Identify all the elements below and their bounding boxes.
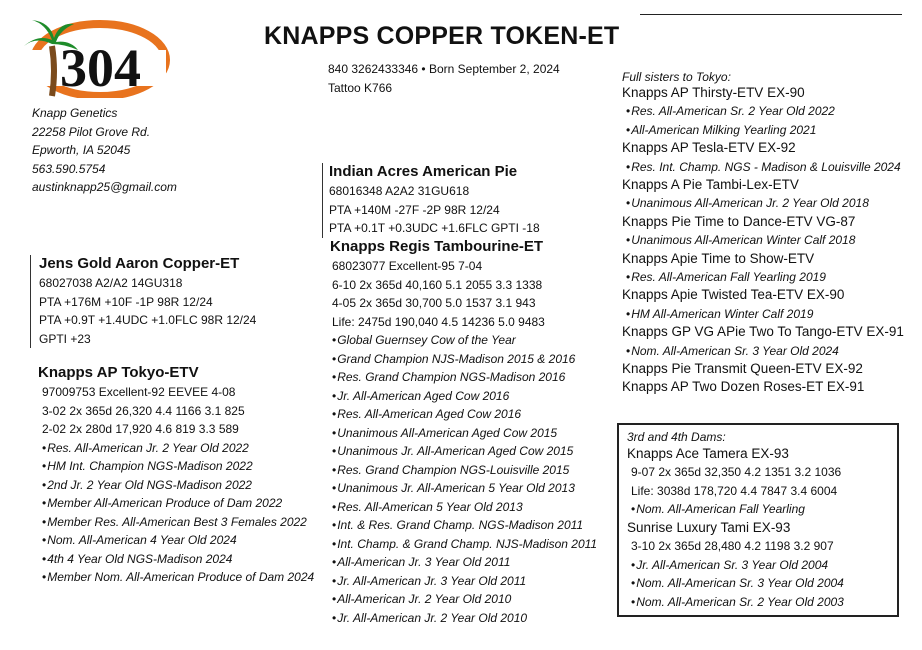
sire-block xyxy=(30,255,256,348)
maternal-grandsire-name: Indian Acres American Pie xyxy=(329,163,518,180)
sister-name: Knapps Apie Time to Show-ETV xyxy=(622,250,815,266)
sister-name: Knapps Pie Time to Dance-ETV VG-87 xyxy=(622,213,856,229)
dam-line: 3-02 2x 365d 26,320 4.4 1166 3.1 825 xyxy=(42,403,245,418)
granddam-award: • Res. All-American 5 Year Old 2013 xyxy=(332,498,597,517)
logo-number: 304 xyxy=(60,38,141,98)
dam-award: • 2nd Jr. 2 Year Old NGS-Madison 2022 xyxy=(42,476,314,495)
sire-line: PTA +176M +10F -1P 98R 12/24 xyxy=(39,294,213,309)
contact-company: Knapp Genetics xyxy=(32,106,118,120)
dam-award: • Member Res. All-American Best 3 Females 2022 xyxy=(42,513,314,532)
dam-award: • HM Int. Champion NGS-Madison 2022 xyxy=(42,457,314,476)
dam-line: 2-02 2x 280d 17,920 4.6 819 3.3 589 xyxy=(42,422,239,436)
sister-award: • Unanimous All-American Jr. 2 Year Old 2018 xyxy=(622,194,904,213)
tattoo-line: Tattoo K766 xyxy=(328,81,393,95)
sister-award: • HM All-American Winter Calf 2019 xyxy=(622,305,904,324)
contact-block xyxy=(32,104,177,197)
page-title: KNAPPS COPPER TOKEN-ET xyxy=(264,22,620,50)
dam-name: Knapps AP Tokyo-ETV xyxy=(38,364,199,381)
third-fourth-dams-box xyxy=(617,423,899,617)
contact-street: 22258 Pilot Grove Rd. xyxy=(32,124,151,139)
granddam-award: • Jr. All-American Aged Cow 2016 xyxy=(332,387,597,406)
granddam-award: • Int. Champ. & Grand Champ. NJS-Madison 2011 xyxy=(332,535,597,554)
maternal-grandsire-line: PTA +0.1T +0.3UDC +1.6FLC GPTI -18 xyxy=(329,221,540,235)
sister-award: • Nom. All-American Sr. 3 Year Old 2024 xyxy=(622,342,904,361)
granddam-block xyxy=(330,238,597,627)
third-dam-award: • Nom. All-American Fall Yearling xyxy=(631,500,897,519)
sister-award: • All-American Milking Yearling 2021 xyxy=(622,121,904,140)
granddam-line: 6-10 2x 365d 40,160 5.1 2055 3.3 1338 xyxy=(332,277,543,292)
third-dam-name: Knapps Ace Tamera EX-93 xyxy=(627,446,789,461)
dam-award: • Member Nom. All-American Produce of Dam 2024 xyxy=(42,568,314,587)
fourth-dam-award: • Nom. All-American Sr. 2 Year Old 2003 xyxy=(631,593,897,612)
granddam-award: • Unanimous Jr. All-American 5 Year Old 2013 xyxy=(332,479,597,498)
third-dam-line: 9-07 2x 365d 32,350 4.2 1351 3.2 1036 xyxy=(631,465,842,480)
maternal-grandsire-line: 68016348 A2A2 31GU618 xyxy=(329,184,470,198)
fourth-dam-name: Sunrise Luxury Tami EX-93 xyxy=(627,519,791,535)
granddam-award: • Grand Champion NJS-Madison 2015 & 2016 xyxy=(332,350,597,369)
dam-award: • Res. All-American Jr. 2 Year Old 2022 xyxy=(42,439,314,458)
logo xyxy=(22,16,170,98)
sire-line: 68027038 A2/A2 14GU318 xyxy=(39,276,183,290)
sister-award: • Res. All-American Fall Yearling 2019 xyxy=(622,268,904,287)
palm-logo-icon xyxy=(22,16,170,98)
third-fourth-dams-heading: 3rd and 4th Dams: xyxy=(627,430,726,444)
contact-city: Epworth, IA 52045 xyxy=(32,143,131,157)
dam-block xyxy=(38,364,314,587)
registration-info xyxy=(328,60,560,98)
granddam-award: • Int. & Res. Grand Champ. NGS-Madison 2011 xyxy=(332,516,597,535)
full-sisters-heading: Full sisters to Tokyo: xyxy=(622,70,731,84)
granddam-award: • Res. Grand Champion NGS-Louisville 2015 xyxy=(332,461,597,480)
granddam-award: • Unanimous All-American Aged Cow 2015 xyxy=(332,424,597,443)
sister-award: • Unanimous All-American Winter Calf 2018 xyxy=(622,231,904,250)
dam-award: • 4th 4 Year Old NGS-Madison 2024 xyxy=(42,550,314,569)
granddam-award: • Jr. All-American Jr. 2 Year Old 2010 xyxy=(332,609,597,628)
sister-name: Knapps AP Tesla-ETV EX-92 xyxy=(622,140,796,156)
granddam-award: • All-American Jr. 2 Year Old 2010 xyxy=(332,590,597,609)
granddam-award: • Global Guernsey Cow of the Year xyxy=(332,331,597,350)
sire-line: GPTI +23 xyxy=(39,331,91,346)
fourth-dam-line: 3-10 2x 365d 28,480 4.2 1198 3.2 907 xyxy=(631,539,834,554)
sister-name: Knapps Apie Twisted Tea-ETV EX-90 xyxy=(622,287,845,303)
full-sisters-block xyxy=(622,70,904,397)
sister-name: Knapps AP Thirsty-ETV EX-90 xyxy=(622,85,805,100)
granddam-award: • All-American Jr. 3 Year Old 2011 xyxy=(332,553,597,572)
sister-name: Knapps A Pie Tambi-Lex-ETV xyxy=(622,177,799,193)
granddam-line: Life: 2475d 190,040 4.5 14236 5.0 9483 xyxy=(332,314,545,329)
sire-name: Jens Gold Aaron Copper-ET xyxy=(39,255,240,272)
granddam-award: • Res. Grand Champion NGS-Madison 2016 xyxy=(332,368,597,387)
fourth-dam-award: • Nom. All-American Sr. 3 Year Old 2004 xyxy=(631,574,897,593)
sister-name: Knapps GP VG APie Two To Tango-ETV EX-91 xyxy=(622,324,904,340)
sire-line: PTA +0.9T +1.4UDC +1.0FLC 98R 12/24 xyxy=(39,313,257,327)
granddam-award: • Jr. All-American Jr. 3 Year Old 2011 xyxy=(332,572,597,591)
sister-name: Knapps Pie Transmit Queen-ETV EX-92 xyxy=(622,361,863,377)
sister-name: Knapps AP Two Dozen Roses-ET EX-91 xyxy=(622,379,865,395)
third-dam-line: Life: 3038d 178,720 4.4 7847 3.4 6004 xyxy=(631,483,838,498)
contact-email[interactable]: austinknapp25@gmail.com xyxy=(32,180,177,194)
maternal-grandsire-block xyxy=(322,163,540,238)
sister-award: • Res. Int. Champ. NGS - Madison & Louisville 2024 xyxy=(622,158,904,177)
dam-award: • Member All-American Produce of Dam 2022 xyxy=(42,494,314,513)
dam-award: • Nom. All-American 4 Year Old 2024 xyxy=(42,531,314,550)
granddam-line: 4-05 2x 365d 30,700 5.0 1537 3.1 943 xyxy=(332,296,536,310)
registration-line: 840 3262433346 • Born September 2, 2024 xyxy=(328,62,560,76)
dam-line: 97009753 Excellent-92 EEVEE 4-08 xyxy=(42,385,236,399)
sister-award: • Res. All-American Sr. 2 Year Old 2022 xyxy=(622,102,904,121)
granddam-award: • Res. All-American Aged Cow 2016 xyxy=(332,405,597,424)
fourth-dam-award: • Jr. All-American Sr. 3 Year Old 2004 xyxy=(631,556,897,575)
top-rule xyxy=(640,14,902,15)
contact-phone: 563.590.5754 xyxy=(32,161,106,176)
sire-details xyxy=(39,274,256,348)
granddam-award: • Unanimous Jr. All-American Aged Cow 2015 xyxy=(332,442,597,461)
granddam-name: Knapps Regis Tambourine-ET xyxy=(330,238,544,255)
maternal-grandsire-line: PTA +140M -27F -2P 98R 12/24 xyxy=(329,202,500,217)
granddam-line: 68023077 Excellent-95 7-04 xyxy=(332,259,483,273)
